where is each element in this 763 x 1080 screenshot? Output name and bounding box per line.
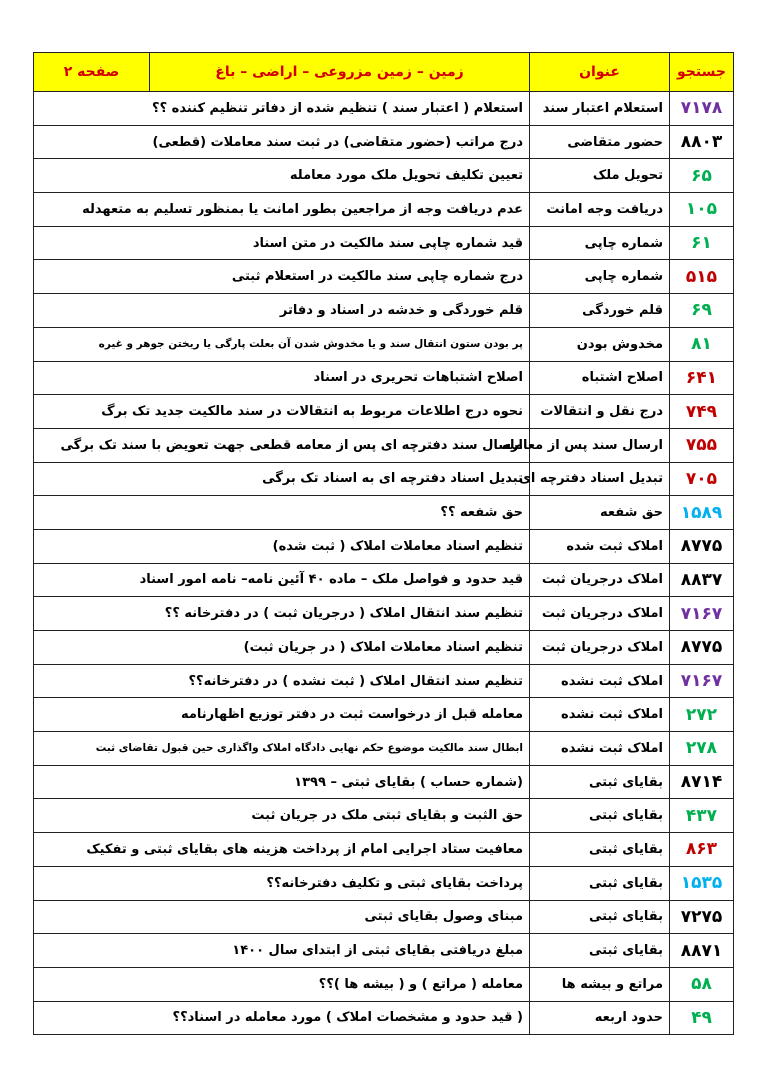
row-description: عدم دریافت وجه از مراجعین بطور امانت یا بمنظور تسلیم به متعهدله [34,193,530,227]
table-row [34,428,734,462]
row-description: ( قید حدود و مشخصات املاک ) مورد معامله در اسناد؟؟ [34,1001,530,1035]
row-code: ۵۱۵ [670,260,734,294]
row-title: بقایای ثبتی [530,934,670,968]
row-description: معامله ( مراتع ) و ( بیشه ها )؟؟ [34,967,530,1001]
table-row [34,732,734,766]
row-title: حضور متقاضی [530,125,670,159]
table-row [34,967,734,1001]
row-title: املاک ثبت شده [530,529,670,563]
table-row [34,92,734,126]
table-row [34,361,734,395]
row-title: بقایای ثبتی [530,799,670,833]
row-code: ۴۹ [670,1001,734,1035]
row-description: استعلام ( اعتبار سند ) تنظیم شده از دفاتر تنظیم کننده ؟؟ [34,92,530,126]
row-title: قلم خوردگی [530,294,670,328]
table-row [34,563,734,597]
row-description: تنظیم سند انتقال املاک ( ثبت نشده ) در دفترخانه؟؟ [34,664,530,698]
table-row [34,631,734,665]
row-description: تنظیم اسناد معاملات املاک ( ثبت شده) [34,529,530,563]
row-description: تبدیل اسناد دفترچه ای به اسناد تک برگی [34,462,530,496]
header-subject: زمین – زمین مزروعی – اراضی – باغ [150,53,530,92]
row-description: (شماره حساب ) بقایای ثبتی – ۱۳۹۹ [34,765,530,799]
table-row [34,833,734,867]
row-code: ۲۷۲ [670,698,734,732]
row-code: ۷۱۶۷ [670,597,734,631]
row-description: حق الثبت و بقایای ثبتی ملک در جریان ثبت [34,799,530,833]
index-table [33,52,734,1035]
row-title: شماره چاپی [530,260,670,294]
row-description: قید حدود و فواصل ملک – ماده ۴۰ آئین نامه– نامه امور اسناد [34,563,530,597]
row-description: نحوه درج اطلاعات مربوط به انتقالات در سند مالکیت جدید تک برگ [34,395,530,429]
row-description: مبلغ دریافتی بقایای ثبتی از ابتدای سال ۱۴۰۰ [34,934,530,968]
table-row [34,597,734,631]
table-row [34,799,734,833]
index-sheet [33,52,733,1035]
row-title: بقایای ثبتی [530,900,670,934]
row-code: ۷۲۷۵ [670,900,734,934]
header-page: صفحه ۲ [34,53,150,92]
row-description: پرداخت بقایای ثبتی و تکلیف دفترخانه؟؟ [34,866,530,900]
row-description: معافیت ستاد اجرایی امام از پرداخت هزینه های بقایای ثبتی و تفکیک [34,833,530,867]
table-row [34,900,734,934]
row-title: املاک ثبت نشده [530,732,670,766]
row-code: ۱۵۳۵ [670,866,734,900]
row-description: درج شماره چاپی سند مالکیت در استعلام ثبتی [34,260,530,294]
row-title: مخدوش بودن [530,327,670,361]
row-code: ۸۷۷۵ [670,529,734,563]
row-title: بقایای ثبتی [530,765,670,799]
row-code: ۲۷۸ [670,732,734,766]
table-row [34,496,734,530]
table-row [34,765,734,799]
row-title: املاک درجریان ثبت [530,563,670,597]
row-code: ۸۶۳ [670,833,734,867]
row-description: معامله قبل از درخواست ثبت در دفتر توزیع اظهارنامه [34,698,530,732]
row-title: مراتع و بیشه ها [530,967,670,1001]
row-description: تنظیم سند انتقال املاک ( درجریان ثبت ) در دفترخانه ؟؟ [34,597,530,631]
row-code: ۶۹ [670,294,734,328]
row-title: املاک ثبت نشده [530,664,670,698]
row-description: ابطال سند مالکیت موضوع حکم نهایی دادگاه املاک واگذاری حین قبول تقاضای ثبت [34,732,530,766]
row-code: ۶۵ [670,159,734,193]
row-title: تحویل ملک [530,159,670,193]
row-code: ۸۷۷۵ [670,631,734,665]
table-row [34,529,734,563]
row-title: ارسال سند پس از معامله [530,428,670,462]
row-description: قید شماره چاپی سند مالکیت در متن اسناد [34,226,530,260]
row-code: ۸۸۳۷ [670,563,734,597]
table-row [34,226,734,260]
row-title: حدود اربعه [530,1001,670,1035]
row-title: اصلاح اشتباه [530,361,670,395]
row-code: ۷۵۵ [670,428,734,462]
table-row [34,698,734,732]
row-title: درج نقل و انتقالات [530,395,670,429]
row-description: ارسال سند دفترچه ای پس از معامه قطعی جهت تعویض با سند تک برگی [34,428,530,462]
header-row [34,53,734,92]
table-row [34,462,734,496]
table-row [34,260,734,294]
row-code: ۷۰۵ [670,462,734,496]
row-code: ۸۷۱۴ [670,765,734,799]
row-code: ۶۴۱ [670,361,734,395]
row-description: قلم خوردگی و خدشه در اسناد و دفاتر [34,294,530,328]
table-row [34,159,734,193]
row-title: دریافت وجه امانت [530,193,670,227]
row-code: ۴۳۷ [670,799,734,833]
row-code: ۸۸۰۳ [670,125,734,159]
table-row [34,934,734,968]
row-title: شماره چاپی [530,226,670,260]
row-code: ۷۱۷۸ [670,92,734,126]
table-row [34,1001,734,1035]
row-code: ۵۸ [670,967,734,1001]
row-code: ۱۰۵ [670,193,734,227]
row-title: املاک درجریان ثبت [530,597,670,631]
row-code: ۶۱ [670,226,734,260]
row-description: درج مراتب (حضور متقاضی) در ثبت سند معاملات (قطعی) [34,125,530,159]
table-row [34,327,734,361]
row-code: ۷۱۶۷ [670,664,734,698]
table-row [34,294,734,328]
row-title: حق شفعه [530,496,670,530]
table-row [34,125,734,159]
row-title: املاک ثبت نشده [530,698,670,732]
row-code: ۸۸۷۱ [670,934,734,968]
row-description: مبنای وصول بقایای ثبتی [34,900,530,934]
row-description: حق شفعه ؟؟ [34,496,530,530]
row-title: بقایای ثبتی [530,866,670,900]
header-search: جستجو [670,53,734,92]
header-title: عنوان [530,53,670,92]
row-description: تنظیم اسناد معاملات املاک ( در جریان ثبت) [34,631,530,665]
row-code: ۱۵۸۹ [670,496,734,530]
table-row [34,866,734,900]
row-title: بقایای ثبتی [530,833,670,867]
row-title: استعلام اعتبار سند [530,92,670,126]
table-row [34,395,734,429]
row-description: پر بودن ستون انتقال سند و یا مخدوش شدن آن بعلت پارگی یا ریختن جوهر و غیره [34,327,530,361]
row-description: اصلاح اشتباهات تحریری در اسناد [34,361,530,395]
table-row [34,664,734,698]
row-title: تبدیل اسناد دفترچه ای [530,462,670,496]
table-row [34,193,734,227]
row-code: ۸۱ [670,327,734,361]
row-code: ۷۴۹ [670,395,734,429]
row-description: تعیین تکلیف تحویل ملک مورد معامله [34,159,530,193]
row-title: املاک درجریان ثبت [530,631,670,665]
